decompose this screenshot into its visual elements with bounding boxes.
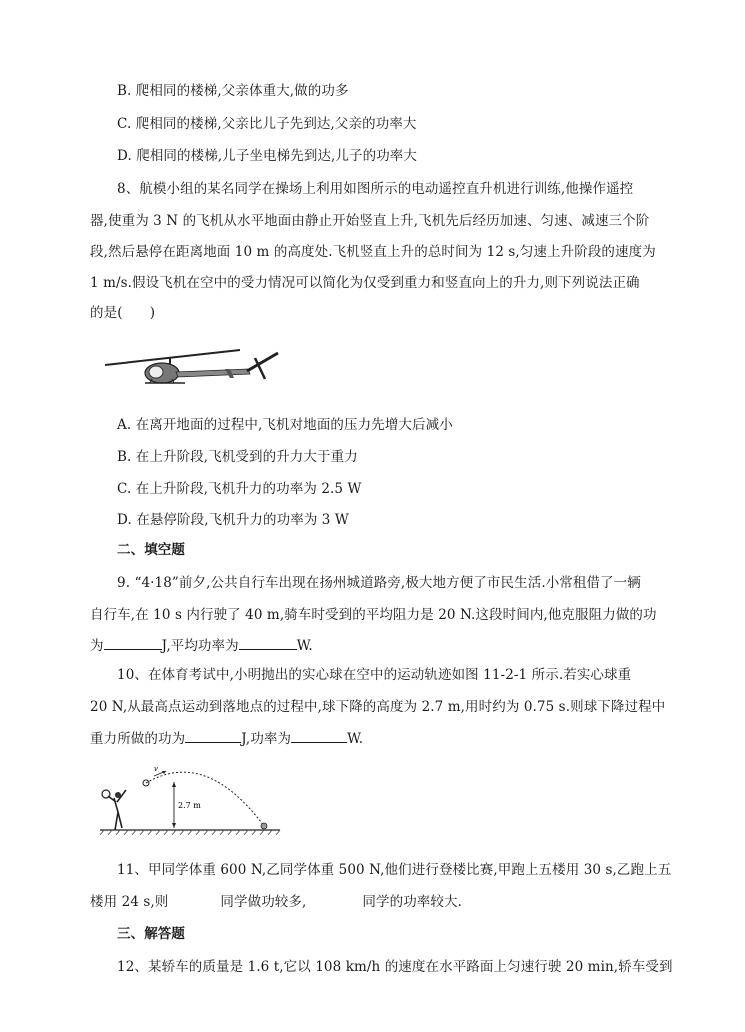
q11-text-a: 楼用 24 s,则 bbox=[90, 894, 169, 910]
q10-answer-blank-1[interactable] bbox=[185, 728, 241, 743]
q8-line-4: 1 m/s.假设飞机在空中的受力情况可以简化为仅受到重力和竖直向上的升力,则下列说法正确 bbox=[90, 275, 640, 291]
q11-line-1: 11、甲同学体重 600 N,乙同学体重 500 N,他们进行登楼比赛,甲跑上五楼用 30 s,乙跑上五 bbox=[117, 862, 672, 878]
q11-text-c: 同学的功率较大. bbox=[362, 894, 462, 910]
q9-answer-blank-2[interactable] bbox=[239, 635, 297, 650]
q10-line-3 bbox=[90, 728, 363, 749]
q8-line-2: 器,使重为 3 N 的飞机从水平地面由静止开始竖直上升,飞机先后经历加速、匀速、减速三个阶 bbox=[90, 213, 650, 229]
q9-line-1: 9. “4·18”前夕,公共自行车出现在扬州城道路旁,极大地方便了市民生活.小常租借了一辆 bbox=[117, 575, 641, 591]
q10-line-2: 20 N,从最高点运动到落地点的过程中,球下降的高度为 2.7 m,用时约为 0.75 s.则球下降过程中 bbox=[90, 699, 666, 715]
q8-line-3: 段,然后悬停在距离地面 10 m 的高度处.飞机竖直上升的总时间为 12 s,匀速上升阶段的速度为 bbox=[90, 244, 656, 260]
q8-option-a: A. 在离开地面的过程中,飞机对地面的压力先增大后减小 bbox=[117, 417, 453, 433]
q8-option-c: C. 在上升阶段,飞机升力的功率为 2.5 W bbox=[117, 481, 362, 497]
q7-option-c: C. 爬相同的楼梯,父亲比儿子先到达,父亲的功率大 bbox=[117, 116, 417, 132]
q7-option-d: D. 爬相同的楼梯,儿子坐电梯先到达,儿子的功率大 bbox=[117, 148, 418, 164]
q8-option-b: B. 在上升阶段,飞机受到的升力大于重力 bbox=[117, 449, 358, 465]
velocity-label: v bbox=[154, 765, 158, 773]
section-heading-answer: 三、解答题 bbox=[117, 926, 185, 942]
q10-answer-blank-2[interactable] bbox=[291, 728, 347, 743]
q9-line-2: 自行车,在 10 s 内行驶了 40 m,骑车时受到的平均阻力是 20 N.这段时间内,他克服阻力做的功 bbox=[90, 607, 657, 623]
q9-text-c: W. bbox=[296, 638, 313, 654]
height-label: 2.7 m bbox=[178, 801, 201, 810]
q11-text-b: 同学做功较多, bbox=[220, 894, 307, 910]
q8-line-1: 8、航模小组的某名同学在操场上利用如图所示的电动遥控直升机进行训练,他操作遥控 bbox=[117, 181, 634, 197]
q10-text-a: 重力所做的功为 bbox=[90, 731, 186, 747]
trajectory-figure bbox=[96, 762, 284, 838]
q10-text-c: W. bbox=[347, 731, 364, 747]
q10-text-b: J,功率为 bbox=[241, 731, 292, 747]
section-heading-fill-in: 二、填空题 bbox=[117, 542, 185, 558]
q8-option-d: D. 在悬停阶段,飞机升力的功率为 3 W bbox=[117, 512, 349, 528]
q7-option-b: B. 爬相同的楼梯,父亲体重大,做的功多 bbox=[117, 83, 349, 99]
q9-line-3 bbox=[90, 635, 313, 656]
q9-text-b: J,平均功率为 bbox=[161, 638, 239, 654]
q12-line-1: 12、某轿车的质量是 1.6 t,它以 108 km/h 的速度在水平路面上匀速行驶 20 min,轿车受到 bbox=[117, 959, 673, 975]
q9-text-a: 为 bbox=[90, 638, 104, 654]
q10-line-1: 10、在体育考试中,小明抛出的实心球在空中的运动轨迹如图 11-2-1 所示.若实心球重 bbox=[117, 667, 632, 683]
q8-line-5: 的是( ) bbox=[90, 305, 156, 321]
q9-answer-blank-1[interactable] bbox=[104, 635, 162, 650]
q11-line-2 bbox=[90, 892, 462, 912]
helicopter-figure bbox=[100, 345, 285, 395]
